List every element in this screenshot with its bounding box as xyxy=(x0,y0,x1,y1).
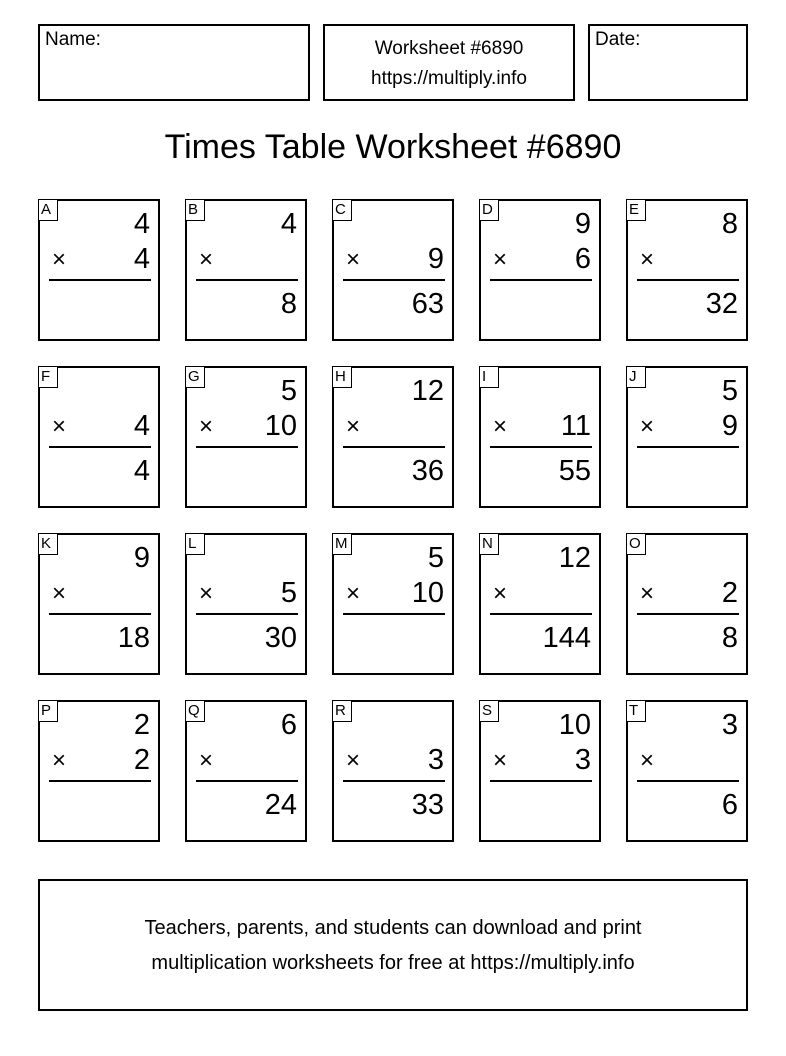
bottom-factor: 9 xyxy=(721,410,738,442)
answer-line xyxy=(637,780,739,782)
answer-value: 30 xyxy=(264,622,297,654)
answer-line xyxy=(490,613,592,615)
times-sign: × xyxy=(52,246,67,273)
top-factor: 4 xyxy=(133,208,150,240)
problem-card xyxy=(185,366,307,508)
problem-letter: B xyxy=(185,199,205,221)
answer-line xyxy=(343,613,445,615)
times-sign: × xyxy=(52,413,67,440)
times-sign: × xyxy=(493,413,508,440)
bottom-factor: 2 xyxy=(133,744,150,776)
problem-letter: H xyxy=(332,366,352,388)
times-sign: × xyxy=(346,413,361,440)
problem-card xyxy=(38,199,160,341)
footer-line-2: multiplication worksheets for free at https://multiply.info xyxy=(151,952,635,974)
date-label: Date: xyxy=(595,29,641,50)
answer-line xyxy=(637,613,739,615)
times-sign: × xyxy=(493,580,508,607)
answer-line xyxy=(196,613,298,615)
top-factor: 10 xyxy=(558,709,591,741)
problem-letter: E xyxy=(626,199,646,221)
answer-value: 8 xyxy=(721,622,738,654)
problem-letter: O xyxy=(626,533,646,555)
answer-value: 63 xyxy=(411,288,444,320)
site-url: https://multiply.info xyxy=(371,68,527,89)
problem-letter: A xyxy=(38,199,58,221)
times-sign: × xyxy=(346,246,361,273)
problem-letter: L xyxy=(185,533,205,555)
top-factor: 8 xyxy=(721,208,738,240)
answer-value: 18 xyxy=(117,622,150,654)
bottom-factor: 4 xyxy=(133,410,150,442)
problem-card xyxy=(626,533,748,675)
top-factor: 4 xyxy=(280,208,297,240)
problem-letter: N xyxy=(479,533,499,555)
problem-letter: I xyxy=(479,366,499,388)
top-factor: 12 xyxy=(411,375,444,407)
top-factor: 3 xyxy=(721,709,738,741)
problem-card xyxy=(626,700,748,842)
problem-letter: M xyxy=(332,533,352,555)
answer-line xyxy=(49,446,151,448)
top-factor: 12 xyxy=(558,542,591,574)
problem-card xyxy=(38,533,160,675)
top-factor: 5 xyxy=(427,542,444,574)
times-sign: × xyxy=(493,747,508,774)
bottom-factor: 9 xyxy=(427,243,444,275)
answer-line xyxy=(49,279,151,281)
answer-value: 144 xyxy=(542,622,591,654)
problem-letter: D xyxy=(479,199,499,221)
problem-card xyxy=(38,700,160,842)
problem-card xyxy=(332,533,454,675)
times-sign: × xyxy=(640,246,655,273)
answer-value: 6 xyxy=(721,789,738,821)
bottom-factor: 10 xyxy=(264,410,297,442)
problem-letter: S xyxy=(479,700,499,722)
problem-letter: F xyxy=(38,366,58,388)
times-sign: × xyxy=(640,747,655,774)
answer-value: 8 xyxy=(280,288,297,320)
times-sign: × xyxy=(199,246,214,273)
times-sign: × xyxy=(346,747,361,774)
bottom-factor: 11 xyxy=(560,410,591,442)
problem-card xyxy=(626,366,748,508)
problem-card xyxy=(332,199,454,341)
worksheet-number: Worksheet #6890 xyxy=(374,38,524,59)
answer-line xyxy=(490,446,592,448)
problem-letter: T xyxy=(626,700,646,722)
problem-card xyxy=(479,533,601,675)
problem-card xyxy=(626,199,748,341)
times-sign: × xyxy=(640,580,655,607)
footer-line-1: Teachers, parents, and students can download and print xyxy=(144,917,642,939)
problem-card xyxy=(38,366,160,508)
bottom-factor: 2 xyxy=(721,577,738,609)
top-factor: 5 xyxy=(721,375,738,407)
answer-line xyxy=(49,613,151,615)
footer-box xyxy=(38,879,748,1011)
problem-letter: C xyxy=(332,199,352,221)
bottom-factor: 5 xyxy=(280,577,297,609)
problem-letter: K xyxy=(38,533,58,555)
problem-letter: G xyxy=(185,366,205,388)
answer-value: 4 xyxy=(133,455,150,487)
answer-line xyxy=(343,780,445,782)
answer-line xyxy=(490,279,592,281)
name-label: Name: xyxy=(45,29,101,50)
times-sign: × xyxy=(640,413,655,440)
problem-card xyxy=(332,700,454,842)
problem-card xyxy=(185,700,307,842)
answer-line xyxy=(343,279,445,281)
problem-letter: R xyxy=(332,700,352,722)
answer-value: 36 xyxy=(411,455,444,487)
problem-card xyxy=(479,366,601,508)
answer-line xyxy=(196,780,298,782)
bottom-factor: 3 xyxy=(574,744,591,776)
answer-value: 33 xyxy=(411,789,444,821)
page-title: Times Table Worksheet #6890 xyxy=(164,128,622,166)
answer-value: 32 xyxy=(705,288,738,320)
top-factor: 2 xyxy=(133,709,150,741)
answer-line xyxy=(196,446,298,448)
bottom-factor: 10 xyxy=(411,577,444,609)
answer-line xyxy=(637,446,739,448)
problem-card xyxy=(332,366,454,508)
problem-letter: P xyxy=(38,700,58,722)
bottom-factor: 3 xyxy=(427,744,444,776)
times-sign: × xyxy=(52,580,67,607)
times-sign: × xyxy=(493,246,508,273)
problem-card xyxy=(479,199,601,341)
bottom-factor: 4 xyxy=(133,243,150,275)
problem-letter: Q xyxy=(185,700,205,722)
problem-card xyxy=(185,199,307,341)
times-sign: × xyxy=(346,580,361,607)
times-sign: × xyxy=(199,413,214,440)
top-factor: 5 xyxy=(280,375,297,407)
answer-line xyxy=(196,279,298,281)
times-sign: × xyxy=(52,747,67,774)
bottom-factor: 6 xyxy=(574,243,591,275)
top-factor: 9 xyxy=(574,208,591,240)
problem-card xyxy=(185,533,307,675)
problem-letter: J xyxy=(626,366,646,388)
top-factor: 6 xyxy=(280,709,297,741)
answer-line xyxy=(637,279,739,281)
answer-value: 55 xyxy=(558,455,591,487)
times-sign: × xyxy=(199,580,214,607)
answer-line xyxy=(490,780,592,782)
top-factor: 9 xyxy=(133,542,150,574)
answer-value: 24 xyxy=(264,789,297,821)
times-sign: × xyxy=(199,747,214,774)
answer-line xyxy=(343,446,445,448)
answer-line xyxy=(49,780,151,782)
problem-card xyxy=(479,700,601,842)
